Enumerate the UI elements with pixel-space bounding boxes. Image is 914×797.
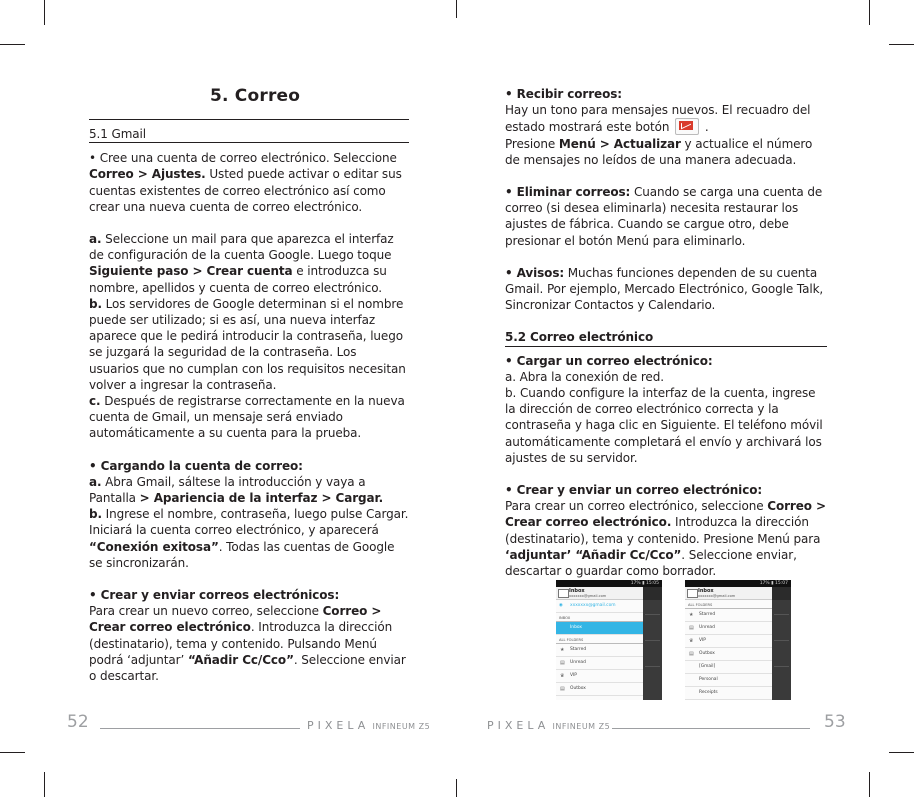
- unread-icon: ▤: [560, 660, 565, 666]
- bold-text: • Cargar un correo electrónico:: [505, 353, 713, 368]
- crop-mark: [889, 44, 914, 45]
- status-bar: 17% ▮ 15:07: [685, 580, 791, 587]
- section-label: INBOX: [556, 615, 643, 622]
- paragraph: [505, 498, 827, 579]
- header-account: xxxxxxx@gmail.com: [698, 594, 736, 598]
- text-run: . Introduzca la dirección (destinatario), tema y contenido. Pulsando Menú podrá ‘adjuntar’: [89, 620, 393, 667]
- page-number: 53: [824, 712, 846, 732]
- folder-label: Starred: [570, 647, 587, 652]
- folder-item[interactable]: [556, 657, 643, 670]
- mail-app-icon: [558, 589, 569, 598]
- text-run: e introduzca su nombre, apellidos y cuenta de correo electrónico.: [89, 264, 387, 295]
- account-label: xxxxxxx@gmail.com: [570, 603, 616, 608]
- text-run: Abra Gmail, sáltese la introducción y vaya a Pantalla: [89, 474, 366, 506]
- outbox-icon: ▤: [560, 686, 565, 692]
- paragraph: [89, 474, 409, 506]
- phone-screenshot: [685, 580, 791, 700]
- bold-text: “Conexión exitosa”: [89, 539, 219, 554]
- bold-text: b.: [89, 296, 102, 311]
- page-number: 52: [67, 712, 89, 732]
- crop-mark: [0, 44, 25, 45]
- right-body-a: [505, 184, 827, 313]
- header-title: Inbox: [569, 588, 585, 594]
- folder-label: VIP: [699, 638, 706, 643]
- text-run: Para crear un correo electrónico, seleccione: [505, 499, 768, 514]
- divider: [89, 142, 409, 143]
- bold-text: a.: [89, 232, 102, 247]
- folder-item[interactable]: [685, 661, 772, 674]
- paragraph: [89, 603, 409, 684]
- divider: [505, 346, 827, 347]
- bold-text: ‘adjuntar’ “Añadir Cc/Cco”: [505, 547, 682, 562]
- crop-mark: [44, 772, 45, 797]
- folder-item[interactable]: [556, 670, 643, 683]
- message-list-edge: [643, 600, 662, 700]
- bold-text: Correo > Ajustes.: [89, 167, 206, 182]
- vip-icon: ♛: [560, 673, 565, 679]
- text-run: Para crear un nuevo correo, seleccione: [89, 604, 323, 619]
- mail-app-icon: [687, 589, 698, 598]
- vip-icon: ♛: [689, 638, 694, 644]
- bold-text: Correo > Crear correo electrónico: [89, 604, 382, 635]
- brand-footer: [487, 719, 610, 732]
- paragraph: [89, 458, 409, 474]
- paragraph: [89, 150, 409, 215]
- brand-model: INFINEUM Z5: [552, 722, 611, 731]
- text-run: Introduzca la dirección (destinatario), tema y contenido. Presione Menú para: [505, 515, 821, 546]
- bold-text: Siguiente paso > Crear cuenta: [89, 264, 293, 279]
- right-body-b: [505, 353, 827, 580]
- paragraph: [89, 393, 409, 442]
- star-icon: ★: [560, 647, 565, 653]
- phone-screenshot: [556, 580, 662, 700]
- text-run: Después de registrarse correctamente en la nueva cuenta de Gmail, un mensaje será enviado automáticamente a su cuenta para la prueba.: [89, 394, 405, 441]
- bold-text: a.: [89, 474, 102, 489]
- folder-list: [556, 644, 643, 696]
- folder-drawer: [556, 600, 643, 700]
- account-row[interactable]: [556, 600, 643, 613]
- text-run: Seleccione un mail para que aparezca el interfaz de configuración de la cuenta Google. Luego toque: [89, 232, 394, 263]
- receive-text-end: .: [704, 120, 709, 135]
- text-run: . Seleccione enviar o descartar.: [89, 652, 406, 684]
- status-bar: 17% ▮ 15:05: [556, 580, 662, 587]
- folder-label: Outbox: [699, 651, 715, 656]
- paragraph: [89, 296, 409, 393]
- section-label: ALL FOLDERS: [556, 637, 643, 644]
- bold-text: b.: [89, 507, 102, 522]
- bold-text: Correo > Crear correo electrónico.: [505, 499, 826, 530]
- folder-list: [685, 609, 772, 700]
- text-run: . Seleccione enviar, descartar o guardar como borrador.: [505, 547, 797, 579]
- folder-item[interactable]: [685, 622, 772, 635]
- text-run: Cuando se carga una cuenta de correo (si desea eliminarla) necesita restaurar los ajustes de fábrica. Cuando se cargue otro, debe presionar el botón Menú para eliminarlo.: [505, 185, 823, 248]
- folder-label: Unread: [570, 660, 586, 665]
- message-list-edge: [772, 600, 791, 700]
- folder-label: Unread: [699, 625, 715, 630]
- paragraph: [505, 353, 827, 369]
- folder-label: [Gmail]: [699, 664, 716, 669]
- folder-item[interactable]: [685, 635, 772, 648]
- brand-name: PIXELA: [307, 719, 370, 732]
- crop-mark: [869, 0, 870, 25]
- gmail-icon: [675, 118, 699, 135]
- bold-text: c.: [89, 394, 101, 409]
- text-run: Muchas funciones dependen de su cuenta Gmail. Por ejemplo, Mercado Electrónico, Google Talk, Sincronizar Contactos y Calendario.: [505, 265, 824, 313]
- folder-item[interactable]: [685, 648, 772, 661]
- folder-label: Inbox: [570, 625, 583, 630]
- paragraph: [89, 231, 409, 296]
- crop-mark: [44, 0, 45, 25]
- bold-text: • Eliminar correos:: [505, 185, 631, 200]
- bold-text: • Crear y enviar correos electrónicos:: [89, 588, 340, 603]
- crop-mark: [0, 752, 25, 753]
- refresh-text-bold: Menú > Actualizar: [558, 136, 681, 151]
- bold-text: “Añadir Cc/Cco”: [187, 652, 294, 667]
- divider: [89, 119, 409, 120]
- brand-model: INFINEUM Z5: [372, 722, 431, 731]
- folder-item[interactable]: [685, 674, 772, 687]
- paragraph: [505, 265, 827, 314]
- text-run: Usted puede activar o editar sus cuentas existentes de correo electrónico así como crear una nueva cuenta de correo electrónico.: [89, 167, 402, 214]
- subheading: 5.2 Correo electrónico: [505, 330, 654, 345]
- folder-item[interactable]: [685, 687, 772, 700]
- app-header: [556, 587, 643, 600]
- crop-mark: [456, 779, 457, 797]
- paragraph: [505, 369, 827, 385]
- outbox-icon: ▤: [689, 651, 694, 657]
- paragraph: [505, 86, 827, 168]
- text-run: a. Abra la conexión de red.: [505, 369, 664, 384]
- brand-footer: [307, 719, 430, 732]
- footer-line: [612, 728, 810, 729]
- text-run: Ingrese el nombre, contraseña, luego pulse Cargar. Iniciará la cuenta correo electrónico, y aparecerá: [89, 507, 409, 538]
- folder-label: VIP: [570, 673, 577, 678]
- section-label: ALL FOLDERS: [685, 602, 772, 609]
- text-run: . Todas las cuentas de Google se sincronizarán.: [89, 539, 395, 570]
- footer-line: [100, 728, 300, 729]
- folder-label: Outbox: [570, 686, 586, 691]
- refresh-text-pre: Presione: [505, 136, 559, 151]
- paragraph: [89, 506, 409, 571]
- star-icon: ★: [689, 612, 694, 618]
- crop-mark: [869, 772, 870, 797]
- section-title: 5. Correo: [210, 86, 301, 106]
- account-icon: ◉: [559, 603, 563, 608]
- folder-label: Personal: [699, 677, 718, 682]
- bold-text: • Avisos:: [505, 265, 565, 280]
- crop-mark: [889, 752, 914, 753]
- folder-item-inbox[interactable]: [556, 622, 643, 635]
- bold-text: > Apariencia de la interfaz > Cargar.: [139, 491, 384, 506]
- paragraph: [505, 482, 827, 498]
- paragraph: [505, 385, 827, 466]
- folder-drawer: [685, 600, 772, 700]
- bold-text: • Cargando la cuenta de correo:: [89, 458, 303, 473]
- header-title: Inbox: [698, 588, 714, 594]
- paragraph: [505, 184, 827, 249]
- brand-name: PIXELA: [487, 719, 550, 732]
- left-column: [89, 119, 409, 684]
- folder-item[interactable]: [556, 683, 643, 696]
- bold-text: • Crear y enviar un correo electrónico:: [505, 483, 763, 498]
- text-run: Los servidores de Google determinan si el nombre puede ser utilizado; si es así, una nueva interfaz aparece que le pedirá introducir la contraseña, luego se juzgará la seguridad de la contraseña. Los usuarios que no cumplan con los requisitos necesitan volver a ingresar la contraseña.: [89, 296, 406, 392]
- folder-label: Receipts: [699, 690, 718, 695]
- crop-mark: [456, 0, 457, 18]
- left-body: [89, 150, 409, 684]
- right-column: [505, 86, 827, 579]
- header-account: xxxxxxx@gmail.com: [569, 594, 607, 598]
- refresh-text-post: y actualice el número de mensajes no leídos de una manera adecuada.: [505, 136, 813, 167]
- folder-item[interactable]: [556, 644, 643, 657]
- subheading: 5.1 Gmail: [89, 127, 147, 141]
- folder-item[interactable]: [685, 609, 772, 622]
- receive-heading: • Recibir correos:: [505, 87, 622, 101]
- app-header: [685, 587, 772, 600]
- paragraph: [89, 587, 409, 603]
- receive-text: Hay un tono para mensajes nuevos. El recuadro del estado mostrará este botón: [505, 103, 811, 135]
- unread-icon: ▤: [689, 625, 694, 631]
- text-run: • Cree una cuenta de correo electrónico. Seleccione: [89, 151, 397, 166]
- folder-label: Starred: [699, 612, 716, 617]
- text-run: b. Cuando configure la interfaz de la cuenta, ingrese la dirección de correo electrónico correcta y la contraseña y haga clic en Siguiente. El teléfono móvil automáticamente completará el envío y archivará los ajustes de su servidor.: [505, 386, 823, 465]
